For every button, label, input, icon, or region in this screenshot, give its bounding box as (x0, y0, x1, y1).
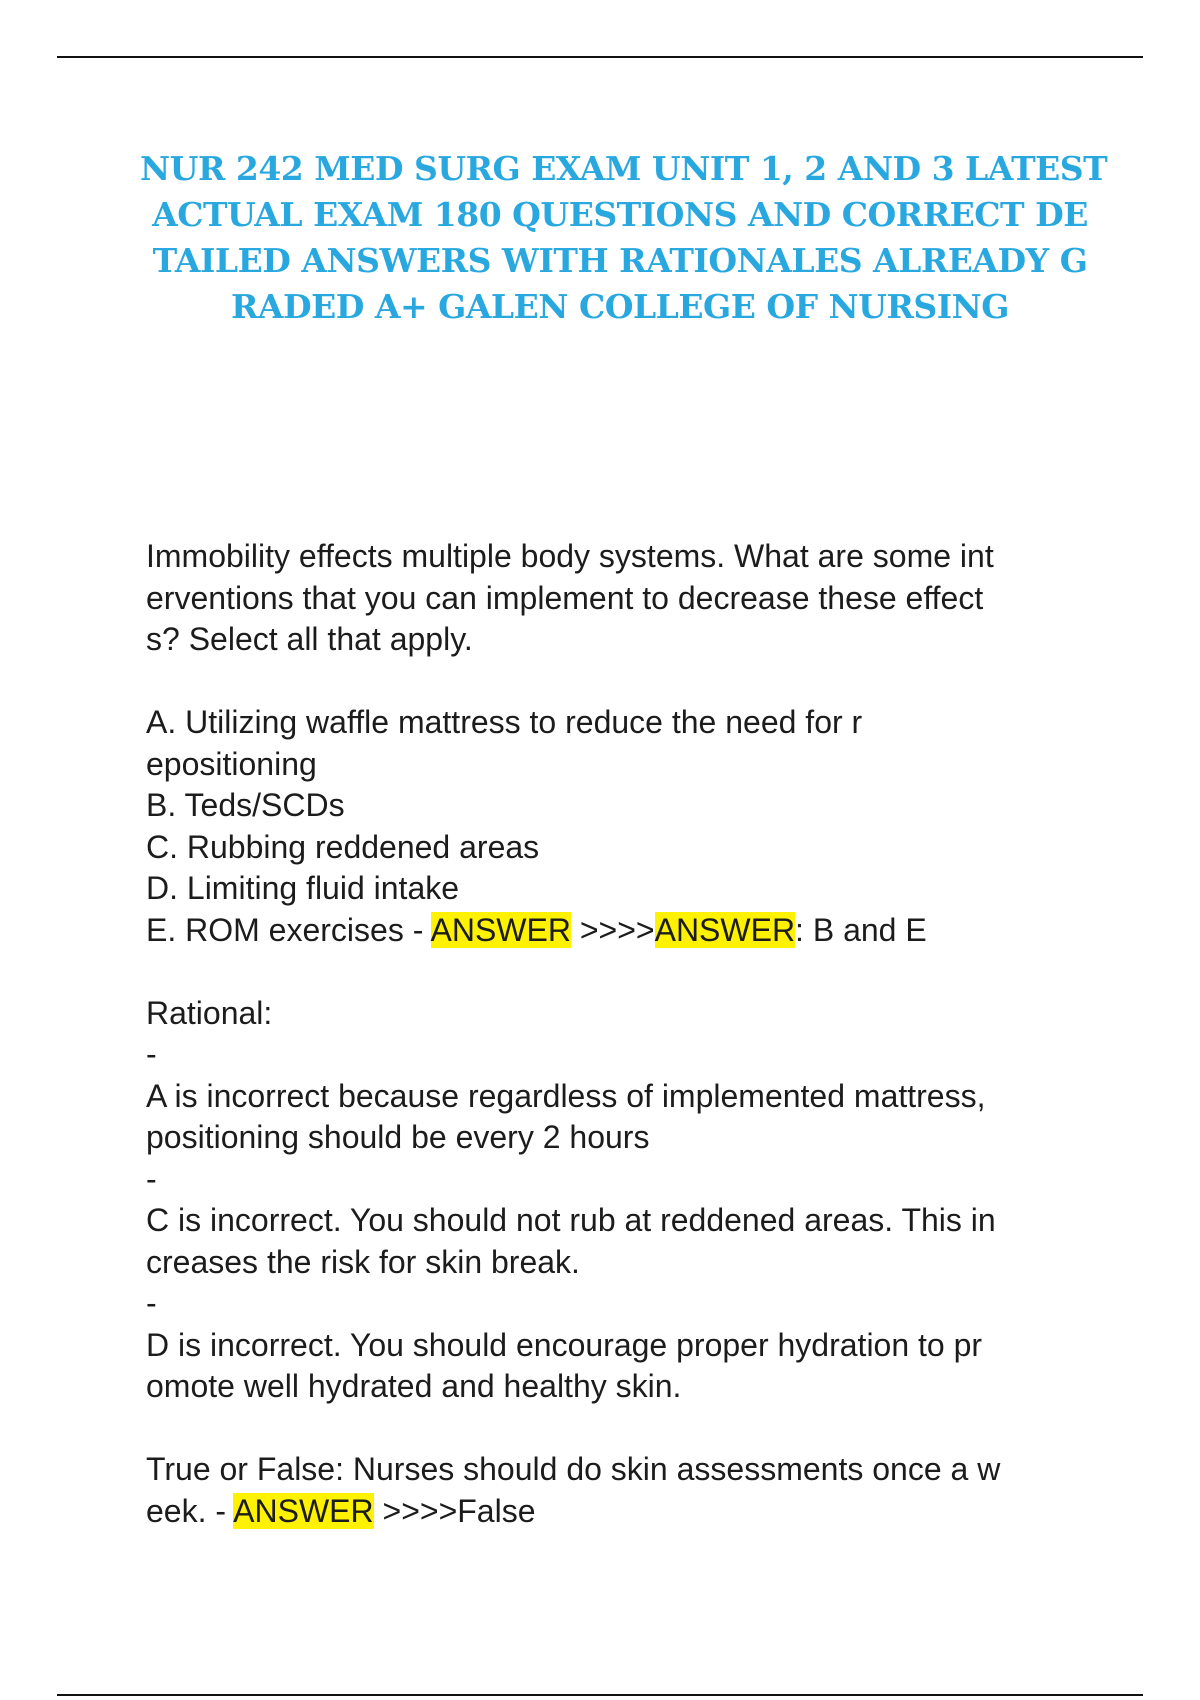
rationale-dash: - (146, 1036, 157, 1072)
rationale-heading: Rational: (146, 994, 273, 1031)
option-a: epositioning (146, 745, 317, 782)
question-2-line: True or False: Nurses should do skin assessments once a w (146, 1451, 1001, 1487)
rationale-c: creases the risk for skin break. (146, 1243, 580, 1280)
option-e-with-answer (146, 910, 1106, 952)
option-d: D. Limiting fluid intake (146, 870, 460, 906)
question-stem-line: s? Select all that apply. (146, 621, 473, 657)
rationale-section (146, 993, 1106, 1408)
question-stem-line: erventions that you can implement to decrease these effect (146, 579, 984, 616)
answer-arrows: >>>> (570, 911, 655, 948)
rationale-a: positioning should be every 2 hours (146, 1119, 650, 1155)
question-stem-line: Immobility effects multiple body systems. What are some int (146, 538, 994, 574)
top-rule (57, 56, 1143, 58)
rationale-dash: - (146, 1160, 157, 1197)
option-b: B. Teds/SCDs (146, 787, 345, 823)
document-title (140, 146, 1108, 330)
rationale-dash: - (146, 1285, 157, 1321)
title-line: NUR 242 MED SURG EXAM UNIT 1, 2 AND 3 LATEST (140, 149, 1108, 188)
question-2-prefix: eek. - (146, 1492, 234, 1529)
rationale-d: omote well hydrated and healthy skin. (146, 1368, 682, 1404)
question-2 (146, 1449, 1106, 1532)
rationale-c: C is incorrect. You should not rub at reddened areas. This in (146, 1202, 996, 1238)
title-line: TAILED ANSWERS WITH RATIONALES ALREADY G (152, 241, 1088, 280)
bottom-rule (57, 1694, 1143, 1696)
answer-highlight: ANSWER (654, 911, 796, 948)
document-body (146, 536, 1106, 1532)
option-e: E. ROM exercises - (146, 911, 431, 948)
title-line: ACTUAL EXAM 180 QUESTIONS AND CORRECT DE (152, 195, 1088, 234)
rationale-d: D is incorrect. You should encourage proper hydration to pr (146, 1326, 983, 1363)
answer-value: : B and E (795, 911, 927, 948)
answer-highlight: ANSWER (233, 1492, 374, 1529)
title-line: RADED A+ GALEN COLLEGE OF NURSING (231, 287, 1009, 326)
question-1 (146, 536, 1106, 951)
option-a: A. Utilizing waffle mattress to reduce the need for r (146, 704, 863, 740)
option-c: C. Rubbing reddened areas (146, 828, 540, 865)
answer-value: >>>>False (373, 1492, 536, 1529)
answer-highlight: ANSWER (430, 911, 571, 948)
rationale-a: A is incorrect because regardless of implemented mattress, (146, 1077, 986, 1114)
question-2-answer-line (146, 1491, 1106, 1533)
